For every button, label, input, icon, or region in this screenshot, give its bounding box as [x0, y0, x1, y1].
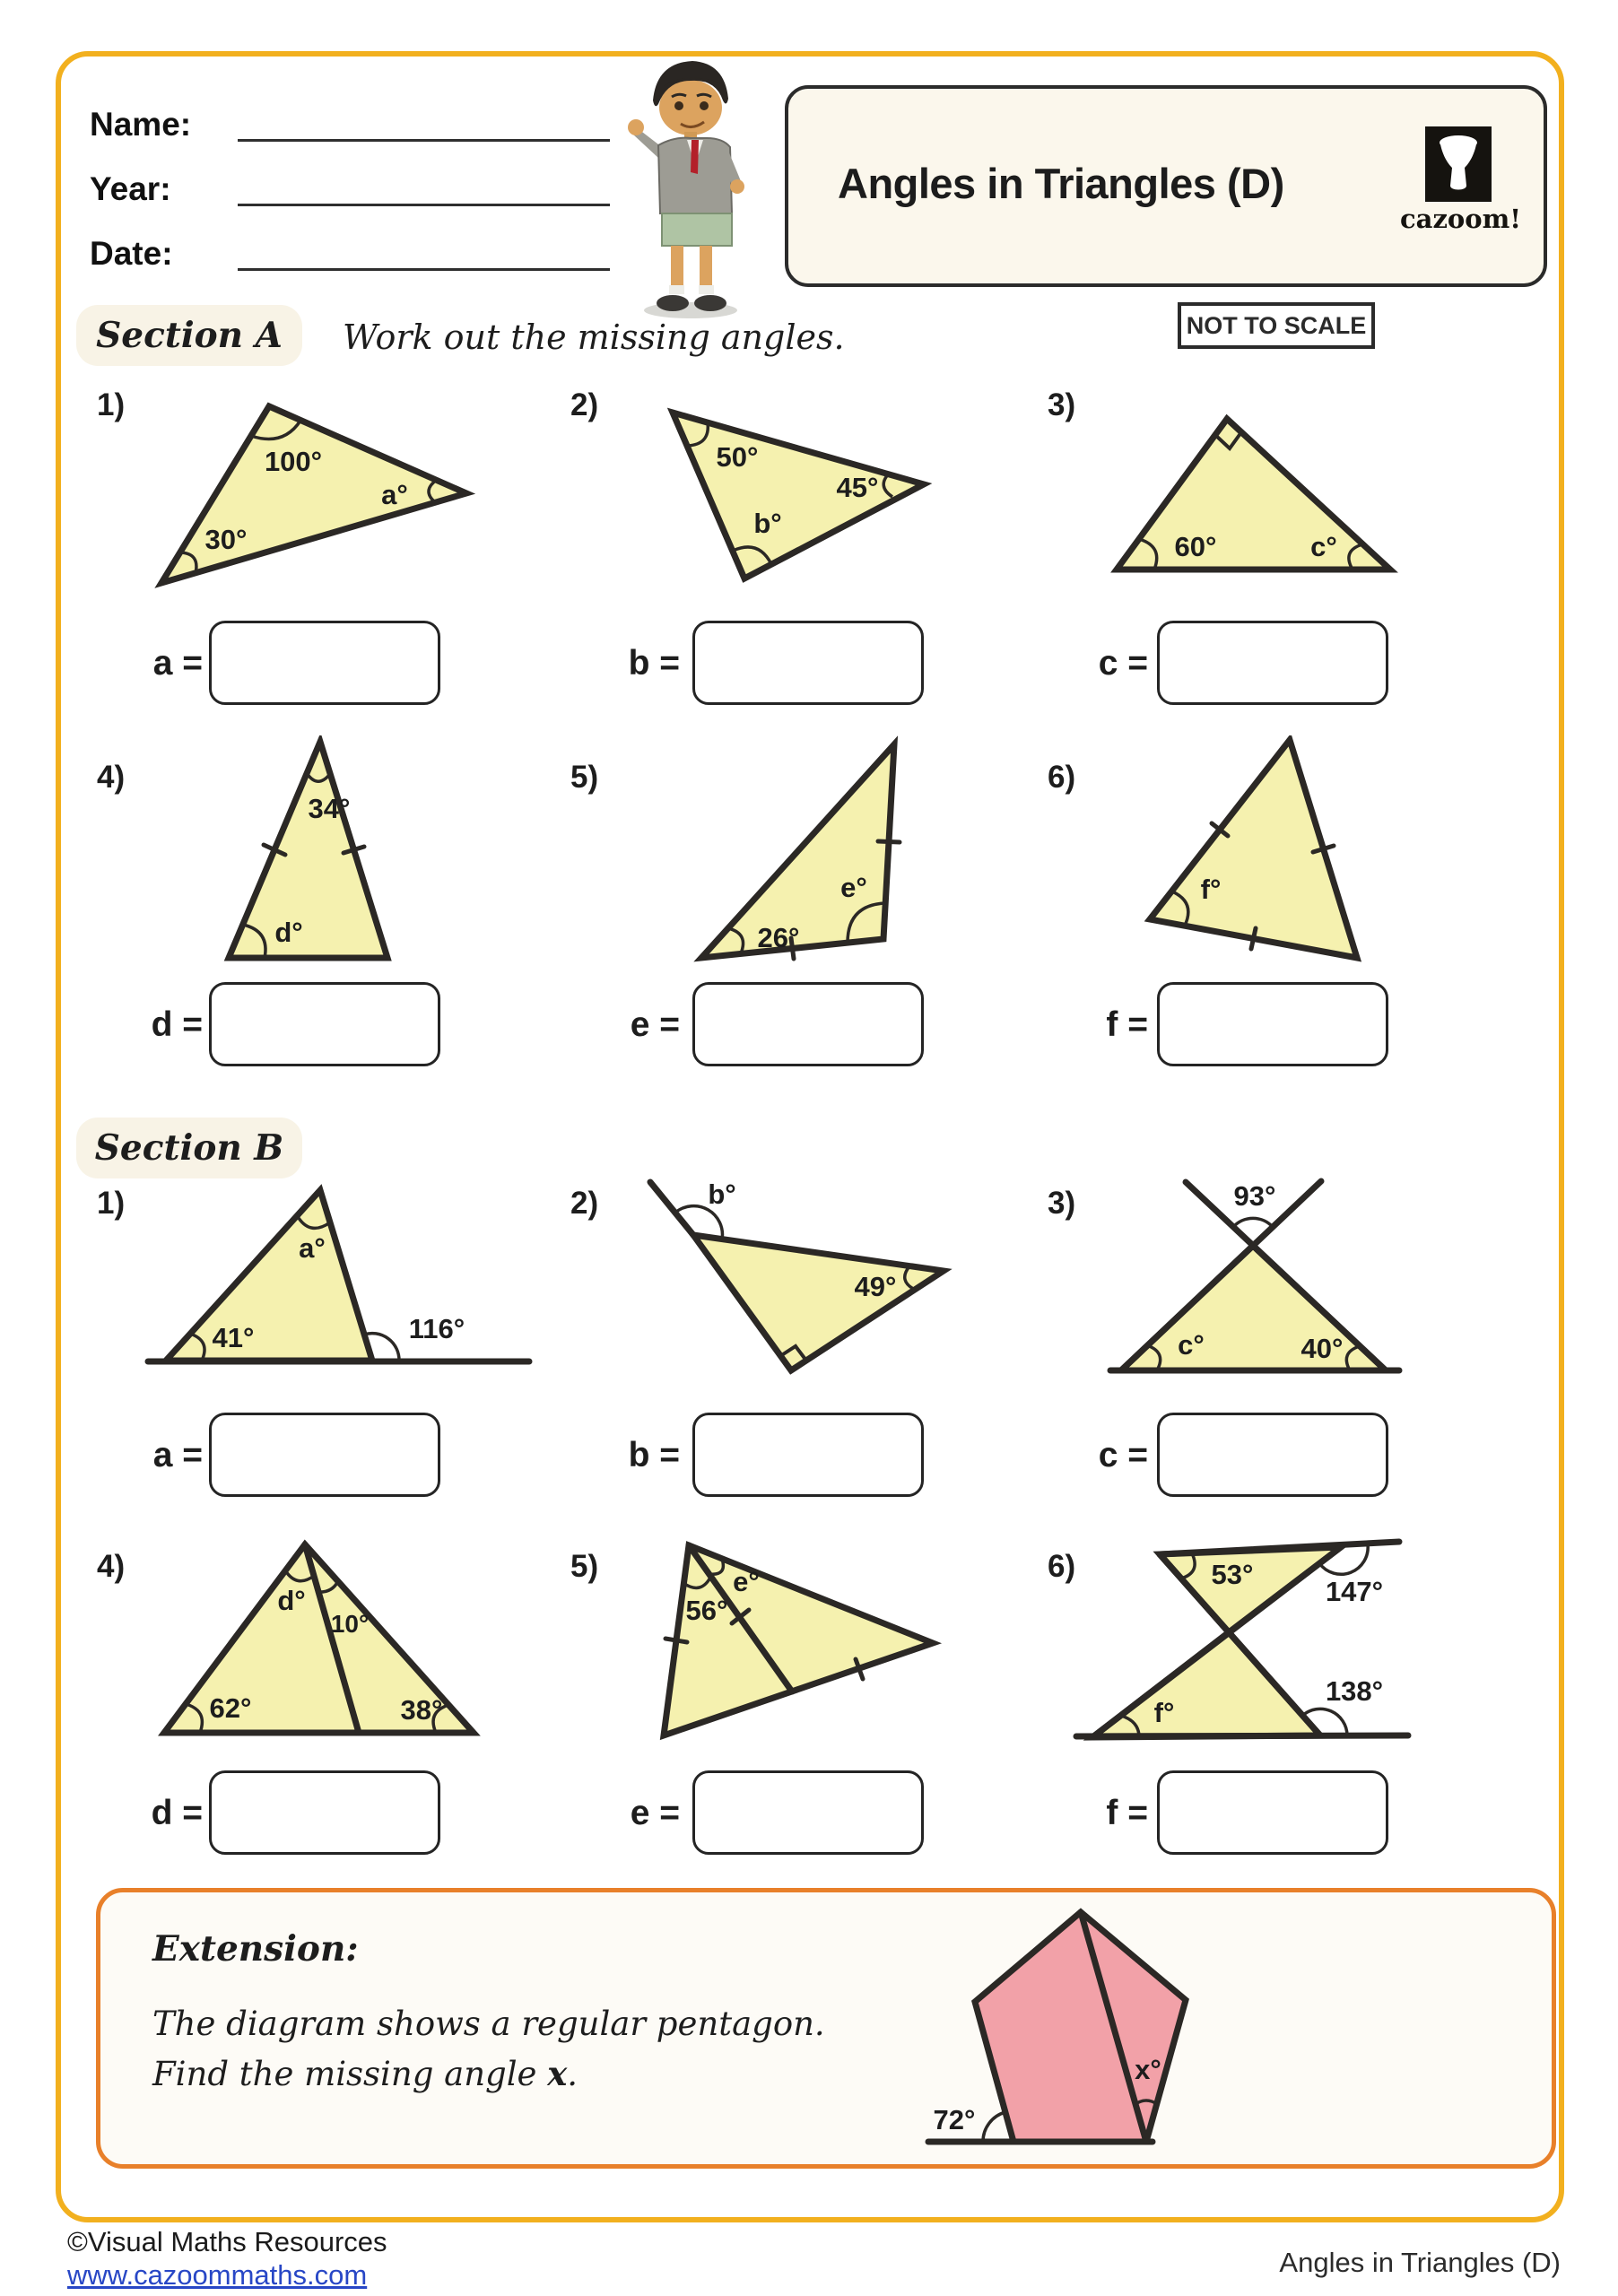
shoe [657, 295, 689, 311]
answer-box-b-f[interactable] [1157, 1770, 1388, 1855]
angle-label: 93° [1233, 1180, 1276, 1212]
angle-label: 50° [716, 441, 759, 473]
date-field-line[interactable] [238, 268, 610, 271]
cazoom-logo [1400, 126, 1522, 234]
triangle [161, 406, 466, 583]
angle-label: c° [1178, 1329, 1205, 1361]
name-label: Name: [90, 106, 192, 143]
diagram-a4-triangle [90, 735, 574, 982]
answer-label: e = [630, 1794, 680, 1832]
answer-label: b = [628, 1436, 680, 1474]
problem-number: 6) [1048, 760, 1076, 795]
angle-label: f° [1153, 1697, 1175, 1728]
angle-label: 56° [685, 1595, 728, 1626]
diagram-b2-triangle [574, 1166, 1049, 1399]
year-label: Year: [90, 170, 171, 207]
answer-box-e[interactable] [692, 982, 924, 1066]
angle-label: 147° [1325, 1576, 1384, 1607]
answer-box-f[interactable] [1157, 982, 1388, 1066]
answer-box-a[interactable] [209, 621, 440, 705]
answer-box-b-e[interactable] [692, 1770, 924, 1855]
angle-label: 62° [209, 1692, 252, 1724]
diagram-b5-triangle [628, 1525, 1103, 1767]
problem-number: 1) [97, 387, 126, 422]
cazoom-logo-text: cazoom! [1400, 204, 1522, 234]
pentagon [975, 1912, 1186, 2142]
diagram-b6-bowtie [1058, 1525, 1561, 1758]
diagram-b4-triangle [90, 1525, 574, 1758]
name-field-line[interactable] [238, 139, 610, 142]
angle-label: 10° [330, 1610, 370, 1638]
answer-label: a = [152, 1436, 203, 1474]
angle-label: e° [840, 872, 867, 903]
sock [699, 285, 714, 294]
angle-label: b° [708, 1178, 736, 1210]
angle-label: 49° [854, 1271, 897, 1302]
shoe [694, 295, 726, 311]
answer-box-c[interactable] [1157, 621, 1388, 705]
footer-doc-title: Angles in Triangles (D) [1279, 2247, 1561, 2278]
extension-line [650, 1182, 693, 1235]
answer-label: d = [151, 1794, 203, 1832]
student-cartoon-illustration [612, 45, 769, 321]
angle-label: 60° [1174, 531, 1217, 562]
triangle [693, 1235, 944, 1370]
triangle [673, 413, 924, 578]
answer-box-d[interactable] [209, 982, 440, 1066]
diagram-b1-triangle [81, 1166, 565, 1399]
variable-x: x [547, 2054, 568, 2093]
angle-label: 138° [1325, 1675, 1384, 1707]
footer-copyright: ©Visual Maths Resources [67, 2226, 387, 2257]
leg [700, 246, 712, 287]
angle-label: c° [1310, 531, 1337, 562]
angle-label: 30° [204, 524, 248, 555]
angle-label: x° [1135, 2054, 1161, 2085]
triangle [1117, 419, 1390, 570]
answer-label: f = [1106, 1005, 1148, 1044]
problem-number: 3) [1048, 387, 1076, 422]
baseline [1076, 1735, 1408, 1736]
extension-title: Extension: [152, 1928, 359, 1970]
problem-number: 5) [570, 1549, 599, 1584]
diagram-a6-triangle [1058, 735, 1561, 982]
hand [628, 119, 644, 135]
diagram-a1-triangle [81, 395, 565, 646]
answer-box-b-c[interactable] [1157, 1413, 1388, 1497]
diagram-b3-triangle [1058, 1166, 1561, 1399]
angle-label: 41° [212, 1322, 255, 1353]
angle-label: a° [381, 479, 408, 510]
footer-url-link[interactable]: www.cazoommaths.com [67, 2259, 368, 2291]
date-label: Date: [90, 235, 173, 272]
leg [671, 246, 683, 287]
problem-number: 1) [97, 1186, 126, 1221]
angle-label: 38° [400, 1694, 443, 1726]
section-a-label: Section A [76, 305, 302, 366]
angle-label: e° [733, 1566, 760, 1597]
angle-label: 72° [933, 2104, 976, 2135]
triangle [1121, 1246, 1386, 1370]
diagram-a5-triangle [628, 735, 1103, 982]
vertical-angle-arc [1233, 1218, 1273, 1227]
not-to-scale-badge: NOT TO SCALE [1178, 302, 1375, 349]
problem-number: 2) [570, 1186, 599, 1221]
sock [669, 285, 684, 294]
angle-label: d° [277, 1585, 306, 1616]
year-field-line[interactable] [238, 204, 610, 206]
extension-body-line1: The diagram shows a regular pentagon. [152, 2005, 825, 2043]
diagram-a2-triangle [574, 395, 1049, 646]
tick-mark [878, 841, 900, 842]
section-b-label: Section B [76, 1118, 302, 1178]
answer-box-b-b[interactable] [692, 1413, 924, 1497]
answer-label: e = [630, 1005, 680, 1044]
angle-label: 45° [836, 472, 879, 503]
exterior-angle-arc [983, 2112, 1005, 2142]
page-title: Angles in Triangles (D) [838, 160, 1284, 207]
triangle [664, 1545, 933, 1735]
angle-label: f° [1200, 874, 1222, 905]
problem-number: 6) [1048, 1549, 1076, 1584]
problem-number: 4) [97, 760, 126, 795]
cazoom-logo-icon [1425, 126, 1492, 202]
answer-box-b-a[interactable] [209, 1413, 440, 1497]
shorts [662, 213, 732, 246]
angle-label: 53° [1211, 1559, 1254, 1590]
angle-label: d° [274, 917, 303, 948]
answer-label: c = [1098, 644, 1148, 683]
title-box [785, 85, 1547, 287]
answer-label: d = [151, 1005, 203, 1044]
angle-label: a° [299, 1232, 326, 1264]
section-a-instruction: Work out the missing angles. [343, 317, 845, 357]
problem-number: 4) [97, 1549, 126, 1584]
angle-label: 26° [757, 922, 800, 953]
tie [691, 140, 699, 174]
eye [700, 101, 709, 110]
extension-body-line2: Find the missing angle x. [152, 2054, 578, 2093]
angle-label: 100° [264, 446, 323, 477]
answer-label: c = [1098, 1436, 1148, 1474]
angle-label: 40° [1300, 1333, 1344, 1364]
angle-label: 116° [408, 1313, 465, 1344]
diagram-extension-pentagon [897, 1883, 1435, 2170]
answer-label: b = [628, 644, 680, 683]
problem-number: 2) [570, 387, 599, 422]
answer-label: f = [1106, 1794, 1148, 1832]
eye [674, 101, 683, 110]
diagram-a3-triangle [1058, 395, 1561, 646]
problem-number: 5) [570, 760, 599, 795]
angle-label: b° [753, 508, 782, 539]
angle-label: 34° [308, 793, 351, 824]
answer-box-b[interactable] [692, 621, 924, 705]
problem-number: 3) [1048, 1186, 1076, 1221]
answer-label: a = [152, 644, 203, 683]
answer-box-b-d[interactable] [209, 1770, 440, 1855]
